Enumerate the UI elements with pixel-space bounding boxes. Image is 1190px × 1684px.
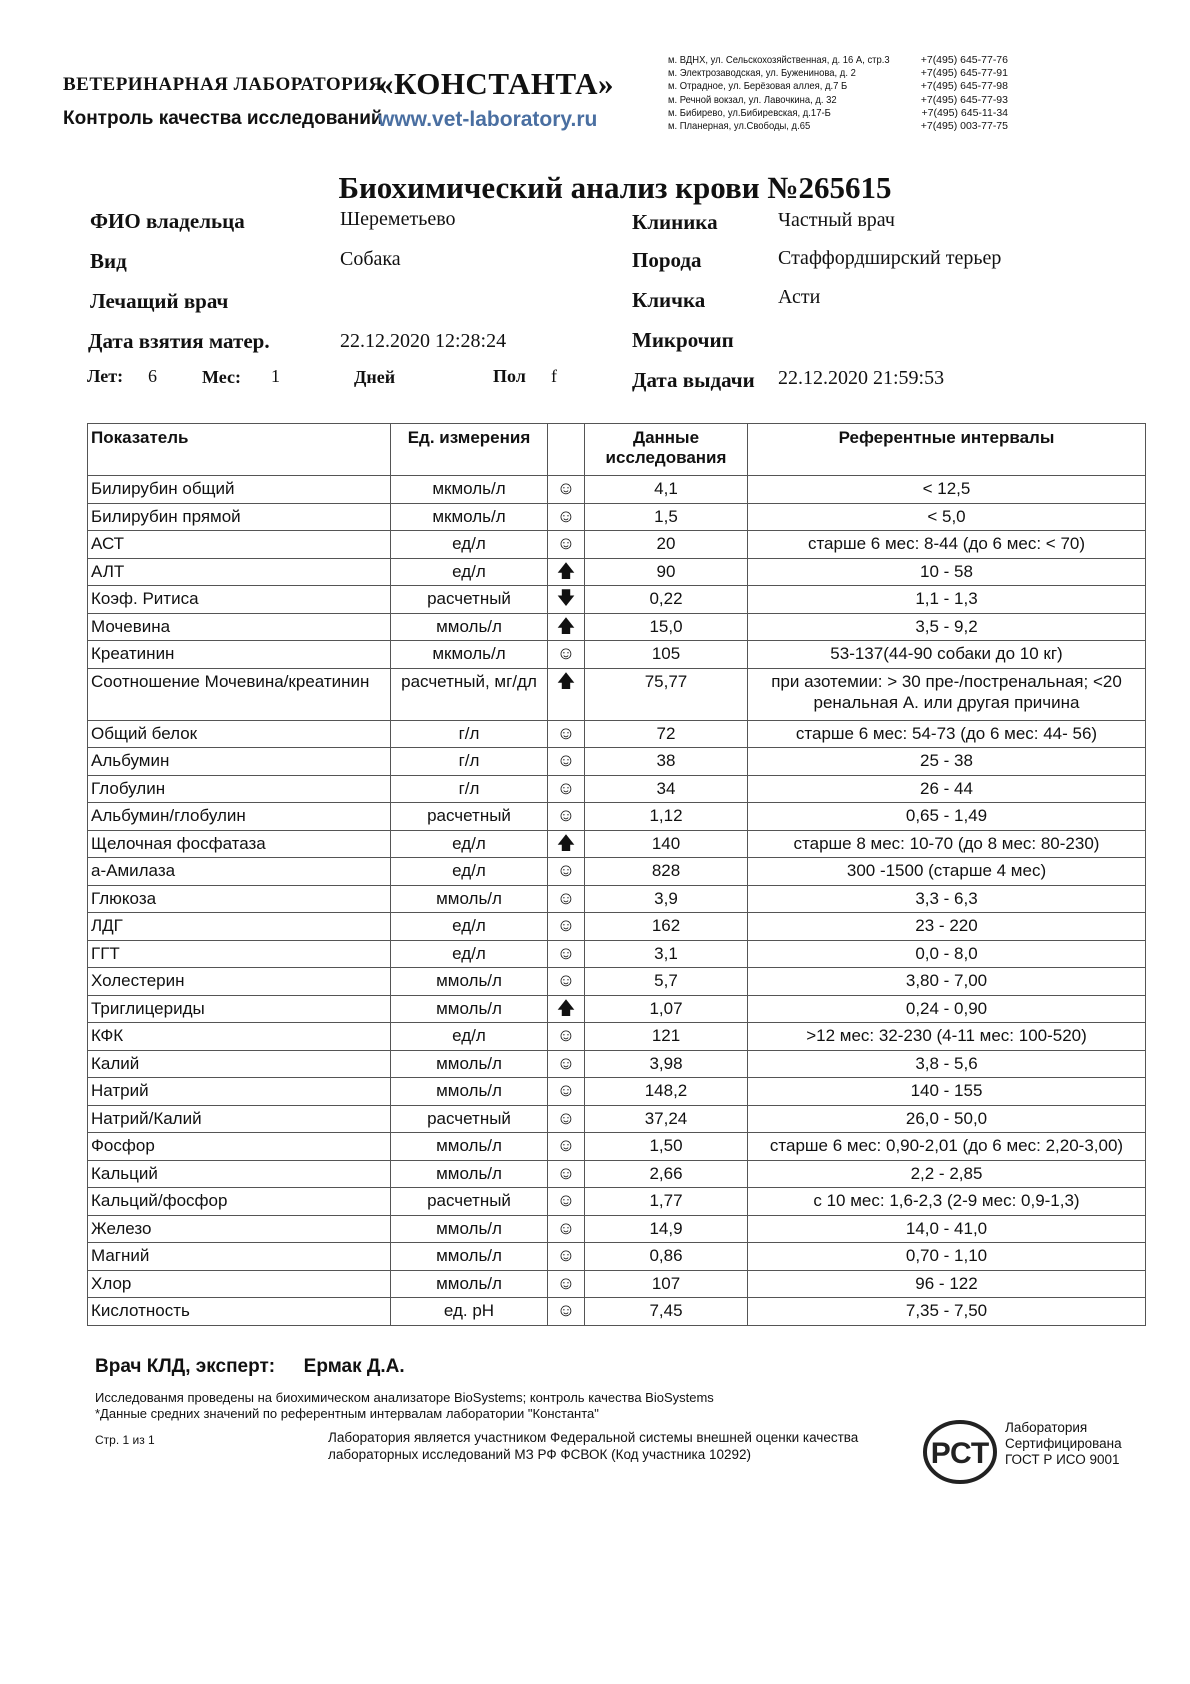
cell-reference: 3,5 - 9,2 (748, 613, 1146, 641)
table-row (88, 775, 1146, 803)
species-value: Собака (340, 248, 401, 270)
cell-parameter: Коэф. Ритиса (88, 586, 391, 614)
header-result: Данные исследования (585, 424, 748, 476)
clinic-value: Частный врач (778, 209, 895, 231)
cell-result: 0,86 (585, 1243, 748, 1271)
table-row (88, 613, 1146, 641)
cell-result: 15,0 (585, 613, 748, 641)
table-row (88, 641, 1146, 669)
cell-reference: 1,1 - 1,3 (748, 586, 1146, 614)
table-row (88, 668, 1146, 720)
species-label: Вид (90, 249, 127, 273)
cert-line-1: Лаборатория (1005, 1420, 1088, 1435)
lab-name: ВЕТЕРИНАРНАЯ ЛАБОРАТОРИЯ (63, 74, 383, 95)
cell-status-icon: ☺ (548, 1298, 585, 1326)
reference-note: *Данные средних значений по референтным интервалам лаборатории "Константа" (95, 1406, 599, 1421)
owner-value: Шереметьево (340, 208, 456, 230)
cell-result: 75,77 (585, 668, 748, 720)
address-phone: +7(495) 645-77-76 (920, 54, 1008, 66)
cell-unit: ед/л (391, 913, 548, 941)
cell-status-icon: ☺ (548, 1270, 585, 1298)
cell-parameter: Магний (88, 1243, 391, 1271)
cell-unit: расчетный (391, 1188, 548, 1216)
cell-status-icon: ☺ (548, 803, 585, 831)
cell-unit: мкмоль/л (391, 476, 548, 504)
cell-reference: старше 8 мес: 10-70 (до 8 мес: 80-230) (748, 830, 1146, 858)
table-row (88, 558, 1146, 586)
cell-status-icon: ☺ (548, 885, 585, 913)
cell-reference: 96 - 122 (748, 1270, 1146, 1298)
cert-line-3: ГОСТ Р ИСО 9001 (1005, 1452, 1120, 1467)
cell-status-icon: ☺ (548, 940, 585, 968)
expert-line (95, 1356, 405, 1378)
lab-tagline: Контроль качества исследований (63, 108, 383, 129)
cell-status-icon: 🡅 (548, 830, 585, 858)
cell-unit: ммоль/л (391, 995, 548, 1023)
address-text: м. Речной вокзал, ул. Лавочкина, д. 32 (668, 93, 837, 106)
cell-reference: >12 мес: 32-230 (4-11 мес: 100-520) (748, 1023, 1146, 1051)
cell-result: 1,07 (585, 995, 748, 1023)
fsvok-line-1: Лаборатория является участником Федеральной системы внешней оценки качества (328, 1430, 859, 1445)
cell-reference: 10 - 58 (748, 558, 1146, 586)
table-row (88, 1023, 1146, 1051)
years-value: 6 (148, 366, 157, 386)
address-row (668, 94, 1008, 107)
breed-value: Стаффордширский терьер (778, 247, 1002, 269)
cell-result: 3,98 (585, 1050, 748, 1078)
results-table (87, 423, 1146, 1326)
cell-reference: 3,80 - 7,00 (748, 968, 1146, 996)
cell-status-icon: ☺ (548, 1133, 585, 1161)
certification-text (1005, 1420, 1122, 1468)
cell-result: 828 (585, 858, 748, 886)
table-row (88, 803, 1146, 831)
cell-parameter: Железо (88, 1215, 391, 1243)
lab-website-link[interactable]: www.vet-laboratory.ru (378, 108, 598, 131)
expert-name: Ермак Д.А. (303, 1356, 405, 1377)
cell-unit: расчетный, мг/дл (391, 668, 548, 720)
cell-reference: старше 6 мес: 8-44 (до 6 мес: < 70) (748, 531, 1146, 559)
address-phone: +7(495) 645-11-34 (921, 106, 1008, 119)
cell-unit: ед/л (391, 858, 548, 886)
cell-unit: расчетный (391, 1105, 548, 1133)
header-parameter: Показатель (88, 424, 391, 476)
cell-parameter: Триглицериды (88, 995, 391, 1023)
cell-status-icon: ☺ (548, 503, 585, 531)
cell-status-icon: 🡅 (548, 668, 585, 720)
cell-parameter: Фосфор (88, 1133, 391, 1161)
cell-reference: 23 - 220 (748, 913, 1146, 941)
cell-unit: ед/л (391, 940, 548, 968)
cell-parameter: Креатинин (88, 641, 391, 669)
cell-unit: ммоль/л (391, 613, 548, 641)
cell-reference: < 12,5 (748, 476, 1146, 504)
cell-status-icon: ☺ (548, 720, 585, 748)
address-phone: +7(495) 645-77-93 (920, 93, 1008, 106)
cell-result: 4,1 (585, 476, 748, 504)
cell-result: 38 (585, 748, 748, 776)
cell-parameter: Альбумин/глобулин (88, 803, 391, 831)
cell-parameter: Общий белок (88, 720, 391, 748)
cell-result: 1,12 (585, 803, 748, 831)
issue-date-label: Дата выдачи (632, 368, 755, 392)
cell-status-icon: ☺ (548, 641, 585, 669)
cell-result: 72 (585, 720, 748, 748)
table-row (88, 1270, 1146, 1298)
cell-parameter: АЛТ (88, 558, 391, 586)
cell-parameter: АСТ (88, 531, 391, 559)
cell-parameter: Хлор (88, 1270, 391, 1298)
cell-result: 140 (585, 830, 748, 858)
cell-status-icon: ☺ (548, 476, 585, 504)
table-row (88, 995, 1146, 1023)
address-row (668, 67, 1008, 80)
cell-status-icon: ☺ (548, 968, 585, 996)
address-text: м. ВДНХ, ул. Сельскохозяйственная, д. 16 А, стр.3 (668, 54, 890, 66)
cell-parameter: Глобулин (88, 775, 391, 803)
issue-date-value: 22.12.2020 21:59:53 (778, 367, 945, 389)
cell-status-icon: ☺ (548, 1050, 585, 1078)
table-row (88, 1188, 1146, 1216)
table-row (88, 503, 1146, 531)
cell-reference: 0,0 - 8,0 (748, 940, 1146, 968)
cell-parameter: Альбумин (88, 748, 391, 776)
table-row (88, 748, 1146, 776)
table-row (88, 830, 1146, 858)
cell-parameter: ЛДГ (88, 913, 391, 941)
cell-unit: ед/л (391, 558, 548, 586)
cell-reference: 300 -1500 (старше 4 мес) (748, 858, 1146, 886)
table-row (88, 968, 1146, 996)
table-row (88, 720, 1146, 748)
cell-reference: при азотемии: > 30 пре-/постренальная; <20 ренальная А. или другая причина (748, 668, 1146, 720)
address-phone: +7(495) 645-77-91 (920, 67, 1008, 80)
fsvok-line-2: лабораторных исследований МЗ РФ ФСВОК (Код участника 10292) (328, 1447, 752, 1462)
address-list (668, 54, 1008, 133)
cell-status-icon: ☺ (548, 1243, 585, 1271)
cell-reference: 0,24 - 0,90 (748, 995, 1146, 1023)
cell-status-icon: ☺ (548, 1215, 585, 1243)
cell-status-icon: ☺ (548, 1023, 585, 1051)
cell-status-icon: ☺ (548, 1188, 585, 1216)
cell-result: 2,66 (585, 1160, 748, 1188)
cell-unit: ммоль/л (391, 885, 548, 913)
table-row (88, 1243, 1146, 1271)
address-text: м. Отрадное, ул. Берёзовая аллея, д.7 Б (668, 80, 848, 93)
owner-label: ФИО владельца (90, 209, 245, 233)
cell-unit: ммоль/л (391, 1243, 548, 1271)
cell-reference: 0,70 - 1,10 (748, 1243, 1146, 1271)
sample-date-value: 22.12.2020 12:28:24 (340, 330, 507, 352)
cell-unit: ммоль/л (391, 1215, 548, 1243)
cell-result: 121 (585, 1023, 748, 1051)
cell-result: 7,45 (585, 1298, 748, 1326)
cell-parameter: Холестерин (88, 968, 391, 996)
sample-date-label: Дата взятия матер. (88, 329, 270, 353)
table-row (88, 1105, 1146, 1133)
cell-result: 90 (585, 558, 748, 586)
svg-text:РСТ: РСТ (930, 1437, 990, 1470)
cell-reference: с 10 мес: 1,6-2,3 (2-9 мес: 0,9-1,3) (748, 1188, 1146, 1216)
cell-reference: 140 - 155 (748, 1078, 1146, 1106)
address-text: м. Электрозаводская, ул. Буженинова, д. 2 (668, 67, 856, 80)
cell-result: 1,5 (585, 503, 748, 531)
table-row (88, 1298, 1146, 1326)
cell-reference: 3,3 - 6,3 (748, 885, 1146, 913)
address-phone: +7(495) 003-77-75 (920, 120, 1008, 133)
chip-label: Микрочип (632, 328, 734, 352)
cell-parameter: Натрий/Калий (88, 1105, 391, 1133)
cell-parameter: Билирубин прямой (88, 503, 391, 531)
cell-parameter: Кальций (88, 1160, 391, 1188)
fsvok-note (328, 1429, 858, 1463)
cell-reference: 0,65 - 1,49 (748, 803, 1146, 831)
cell-parameter: Кислотность (88, 1298, 391, 1326)
address-phone: +7(495) 645-77-98 (920, 80, 1008, 93)
cell-parameter: Соотношение Мочевина/креатинин (88, 668, 391, 720)
table-row (88, 1078, 1146, 1106)
cell-reference: 7,35 - 7,50 (748, 1298, 1146, 1326)
cell-parameter: Щелочная фосфатаза (88, 830, 391, 858)
cell-result: 162 (585, 913, 748, 941)
nickname-label: Кличка (632, 288, 706, 312)
cell-status-icon: 🡅 (548, 558, 585, 586)
sex-value: f (551, 366, 557, 386)
cell-status-icon: 🡇 (548, 586, 585, 614)
header-reference: Референтные интервалы (748, 424, 1146, 476)
address-text: м. Бибирево, ул.Бибиревская, д.17-Б (668, 106, 831, 119)
cell-reference: старше 6 мес: 54-73 (до 6 мес: 44- 56) (748, 720, 1146, 748)
address-row (668, 54, 1008, 67)
cell-unit: г/л (391, 720, 548, 748)
cell-unit: ммоль/л (391, 1270, 548, 1298)
lab-brand: «КОНСТАНТА» (378, 66, 614, 101)
cell-result: 0,22 (585, 586, 748, 614)
cell-reference: 26 - 44 (748, 775, 1146, 803)
table-row (88, 1215, 1146, 1243)
cell-unit: расчетный (391, 586, 548, 614)
cell-result: 20 (585, 531, 748, 559)
cell-status-icon: ☺ (548, 1105, 585, 1133)
cell-result: 37,24 (585, 1105, 748, 1133)
cell-status-icon: ☺ (548, 1078, 585, 1106)
cell-parameter: Билирубин общий (88, 476, 391, 504)
cell-result: 3,9 (585, 885, 748, 913)
cell-unit: ед. pH (391, 1298, 548, 1326)
table-row (88, 1160, 1146, 1188)
cell-parameter: Калий (88, 1050, 391, 1078)
header-status (548, 424, 585, 476)
cell-parameter: Мочевина (88, 613, 391, 641)
years-label: Лет: (87, 366, 124, 386)
certification-logo-icon (922, 1419, 998, 1490)
address-row (668, 80, 1008, 93)
cell-status-icon: 🡅 (548, 613, 585, 641)
table-row (88, 1050, 1146, 1078)
address-row (668, 120, 1008, 133)
nickname-value: Асти (778, 286, 821, 308)
cell-reference: старше 6 мес: 0,90-2,01 (до 6 мес: 2,20-3,00) (748, 1133, 1146, 1161)
page-number: Стр. 1 из 1 (95, 1433, 155, 1447)
address-row (668, 107, 1008, 120)
table-row (88, 586, 1146, 614)
table-row (88, 476, 1146, 504)
table-row (88, 531, 1146, 559)
cell-reference: 14,0 - 41,0 (748, 1215, 1146, 1243)
header-unit: Ед. измерения (391, 424, 548, 476)
cell-unit: ед/л (391, 1023, 548, 1051)
cell-parameter: Кальций/фосфор (88, 1188, 391, 1216)
cell-unit: расчетный (391, 803, 548, 831)
cell-unit: ед/л (391, 531, 548, 559)
cell-parameter: Натрий (88, 1078, 391, 1106)
expert-label: Врач КЛД, эксперт: (95, 1356, 276, 1377)
cell-result: 14,9 (585, 1215, 748, 1243)
cell-result: 105 (585, 641, 748, 669)
cell-result: 1,50 (585, 1133, 748, 1161)
cell-result: 3,1 (585, 940, 748, 968)
cell-parameter: КФК (88, 1023, 391, 1051)
cell-status-icon: ☺ (548, 1160, 585, 1188)
cell-reference: 2,2 - 2,85 (748, 1160, 1146, 1188)
cell-result: 107 (585, 1270, 748, 1298)
cell-unit: ммоль/л (391, 1133, 548, 1161)
cell-unit: ммоль/л (391, 1160, 548, 1188)
table-row (88, 885, 1146, 913)
cell-parameter: Глюкоза (88, 885, 391, 913)
cell-status-icon: ☺ (548, 775, 585, 803)
clinic-label: Клиника (632, 210, 718, 234)
cell-reference: 25 - 38 (748, 748, 1146, 776)
cell-unit: мкмоль/л (391, 503, 548, 531)
table-row (88, 940, 1146, 968)
cell-reference: 3,8 - 5,6 (748, 1050, 1146, 1078)
cell-unit: г/л (391, 775, 548, 803)
cell-result: 34 (585, 775, 748, 803)
table-row (88, 913, 1146, 941)
months-label: Мес: (202, 367, 241, 387)
sex-label: Пол (493, 366, 526, 386)
cell-status-icon: 🡅 (548, 995, 585, 1023)
cell-status-icon: ☺ (548, 913, 585, 941)
table-row (88, 1133, 1146, 1161)
cert-line-2: Сертифицирована (1005, 1436, 1122, 1451)
cell-status-icon: ☺ (548, 858, 585, 886)
doctor-label: Лечащий врач (90, 289, 229, 313)
cell-result: 148,2 (585, 1078, 748, 1106)
document-title: Биохимический анализ крови №265615 (338, 170, 892, 205)
cell-status-icon: ☺ (548, 748, 585, 776)
table-row (88, 858, 1146, 886)
months-value: 1 (271, 366, 280, 386)
table-header-row (88, 424, 1146, 476)
cell-reference: 53-137(44-90 собаки до 10 кг) (748, 641, 1146, 669)
footer-notes (95, 1390, 714, 1422)
days-label: Дней (354, 367, 396, 387)
cell-unit: г/л (391, 748, 548, 776)
cell-unit: ммоль/л (391, 968, 548, 996)
cell-parameter: a-Амилаза (88, 858, 391, 886)
cell-status-icon: ☺ (548, 531, 585, 559)
cell-parameter: ГГТ (88, 940, 391, 968)
breed-label: Порода (632, 248, 702, 272)
cell-result: 5,7 (585, 968, 748, 996)
analyzer-note: Исследованмя проведены на биохимическом анализаторе BioSystems; контроль качества BioSystems (95, 1390, 714, 1405)
cell-unit: мкмоль/л (391, 641, 548, 669)
address-text: м. Планерная, ул.Свободы, д.65 (668, 120, 811, 133)
cell-unit: ммоль/л (391, 1050, 548, 1078)
cell-unit: ед/л (391, 830, 548, 858)
cell-reference: < 5,0 (748, 503, 1146, 531)
cell-reference: 26,0 - 50,0 (748, 1105, 1146, 1133)
cell-unit: ммоль/л (391, 1078, 548, 1106)
cell-result: 1,77 (585, 1188, 748, 1216)
